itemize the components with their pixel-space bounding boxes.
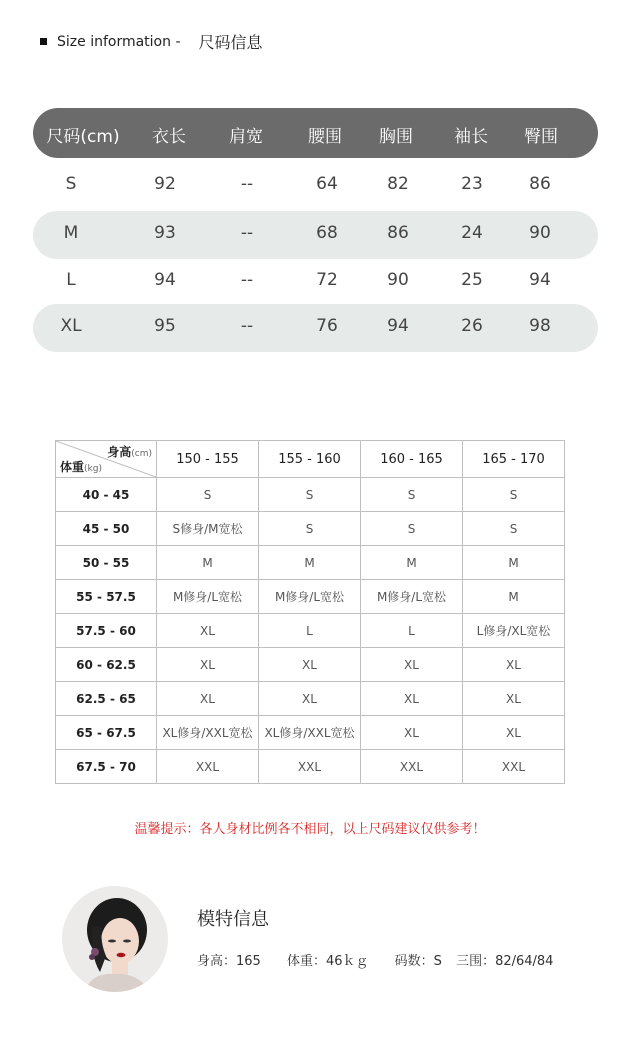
grid-row xyxy=(56,512,565,546)
size-suggestion-cell: S xyxy=(259,512,361,546)
size-cell: 94 xyxy=(529,270,551,290)
header-sleeve: 袖长 xyxy=(454,127,488,147)
size-suggestion-cell: XL xyxy=(361,648,463,682)
height-range-header: 155 - 160 xyxy=(259,441,361,478)
size-suggestion-cell: M xyxy=(157,546,259,580)
model-measurements: 三围：82/64/84 xyxy=(456,954,554,969)
size-suggestion-cell: L xyxy=(361,614,463,648)
model-height: 身高：165 xyxy=(197,954,261,969)
weight-range-cell: 50 - 55 xyxy=(56,546,157,580)
weight-range-cell: 57.5 - 60 xyxy=(56,614,157,648)
size-row-m xyxy=(33,211,598,259)
size-cell: 98 xyxy=(529,316,551,336)
grid-row xyxy=(56,614,565,648)
size-suggestion-cell: XL xyxy=(157,614,259,648)
weight-range-cell: 45 - 50 xyxy=(56,512,157,546)
weight-range-cell: 55 - 57.5 xyxy=(56,580,157,614)
size-suggestion-cell: M修身/L宽松 xyxy=(259,580,361,614)
size-suggestion-cell: XXL xyxy=(259,750,361,784)
model-size: 码数：S xyxy=(394,954,442,969)
size-suggestion-cell: XXL xyxy=(463,750,565,784)
grid-row xyxy=(56,580,565,614)
size-row-l xyxy=(33,258,598,306)
grid-row xyxy=(56,682,565,716)
size-cell: 68 xyxy=(316,223,338,243)
size-suggestion-cell: S xyxy=(361,512,463,546)
size-suggestion-cell: S xyxy=(463,478,565,512)
bullet-icon xyxy=(40,38,47,45)
height-range-header: 160 - 165 xyxy=(361,441,463,478)
size-cell: -- xyxy=(240,174,254,194)
size-suggestion-cell: XL xyxy=(463,716,565,750)
size-suggestion-cell: M xyxy=(463,546,565,580)
size-cell: 94 xyxy=(154,270,176,290)
size-suggestion-cell: S xyxy=(259,478,361,512)
size-suggestion-cell: S xyxy=(463,512,565,546)
header-chest: 胸围 xyxy=(379,127,413,147)
header-waist: 腰围 xyxy=(308,127,342,147)
size-suggestion-cell: XL xyxy=(157,682,259,716)
size-table-header xyxy=(33,108,598,158)
weight-range-cell: 65 - 67.5 xyxy=(56,716,157,750)
size-suggestion-cell: XL xyxy=(463,648,565,682)
height-range-header: 150 - 155 xyxy=(157,441,259,478)
size-suggestion-cell: M xyxy=(463,580,565,614)
corner-height-label: 身高(cm) xyxy=(107,445,152,459)
grid-row xyxy=(56,478,565,512)
size-cell: 94 xyxy=(387,316,409,336)
size-suggestion-cell: XXL xyxy=(361,750,463,784)
size-suggestion-cell: XL xyxy=(259,682,361,716)
size-cell: L xyxy=(66,270,76,290)
size-cell: -- xyxy=(240,316,254,336)
size-suggestion-cell: XL修身/XXL宽松 xyxy=(157,716,259,750)
size-cell: 23 xyxy=(461,174,483,194)
size-cell: 64 xyxy=(316,174,338,194)
size-cell: 26 xyxy=(461,316,483,336)
model-stats xyxy=(197,950,553,969)
weight-range-cell: 62.5 - 65 xyxy=(56,682,157,716)
size-cell: 90 xyxy=(529,223,551,243)
size-suggestion-cell: XL修身/XXL宽松 xyxy=(259,716,361,750)
size-recommendation-table xyxy=(55,440,565,784)
size-cell: XL xyxy=(60,316,82,336)
size-cell: M xyxy=(63,223,79,243)
header-size: 尺码(cm) xyxy=(46,127,120,147)
size-cell: 92 xyxy=(154,174,176,194)
grid-row xyxy=(56,648,565,682)
model-portrait-image xyxy=(62,886,168,992)
height-range-header: 165 - 170 xyxy=(463,441,565,478)
grid-corner-cell xyxy=(56,441,157,478)
size-suggestion-cell: S xyxy=(157,478,259,512)
grid-row xyxy=(56,716,565,750)
size-cell: -- xyxy=(240,270,254,290)
size-suggestion-cell: XL xyxy=(361,716,463,750)
size-suggestion-cell: XL xyxy=(463,682,565,716)
model-info-title: 模特信息 xyxy=(197,909,269,930)
grid-row xyxy=(56,750,565,784)
size-row-s xyxy=(33,162,598,210)
header-length: 衣长 xyxy=(152,127,186,147)
size-cell: 82 xyxy=(387,174,409,194)
grid-header-row xyxy=(56,441,565,478)
size-cell: 76 xyxy=(316,316,338,336)
header-shoulder: 肩宽 xyxy=(229,127,263,147)
size-cell: 93 xyxy=(154,223,176,243)
weight-range-cell: 40 - 45 xyxy=(56,478,157,512)
size-row-xl xyxy=(33,304,598,352)
size-cell: 72 xyxy=(316,270,338,290)
size-suggestion-cell: L修身/XL宽松 xyxy=(463,614,565,648)
size-cell: -- xyxy=(240,223,254,243)
weight-range-cell: 60 - 62.5 xyxy=(56,648,157,682)
size-suggestion-cell: M xyxy=(361,546,463,580)
size-suggestion-cell: XL xyxy=(157,648,259,682)
size-suggestion-cell: M修身/L宽松 xyxy=(361,580,463,614)
weight-range-cell: 67.5 - 70 xyxy=(56,750,157,784)
size-cell: S xyxy=(65,174,77,194)
size-suggestion-cell: XL xyxy=(361,682,463,716)
model-avatar xyxy=(62,886,168,992)
size-cell: 95 xyxy=(154,316,176,336)
model-weight: 体重：46ｋｇ xyxy=(286,954,369,969)
size-cell: 25 xyxy=(461,270,483,290)
size-tip: 温馨提示：各人身材比例各不相同，以上尺码建议仅供参考！ xyxy=(134,822,486,837)
size-suggestion-cell: L xyxy=(259,614,361,648)
size-cell: 86 xyxy=(529,174,551,194)
size-suggestion-cell: M修身/L宽松 xyxy=(157,580,259,614)
size-suggestion-cell: XL xyxy=(259,648,361,682)
size-suggestion-cell: S xyxy=(361,478,463,512)
section-title-cn: 尺码信息 xyxy=(198,33,263,52)
size-cell: 86 xyxy=(387,223,409,243)
section-title-en: Size information - xyxy=(57,33,181,50)
header-hip: 臀围 xyxy=(524,127,558,147)
size-suggestion-cell: XXL xyxy=(157,750,259,784)
size-cell: 90 xyxy=(387,270,409,290)
section-header xyxy=(40,30,263,53)
size-suggestion-cell: M xyxy=(259,546,361,580)
size-suggestion-cell: S修身/M宽松 xyxy=(157,512,259,546)
grid-row xyxy=(56,546,565,580)
size-cell: 24 xyxy=(461,223,483,243)
corner-weight-label: 体重(kg) xyxy=(60,460,102,474)
